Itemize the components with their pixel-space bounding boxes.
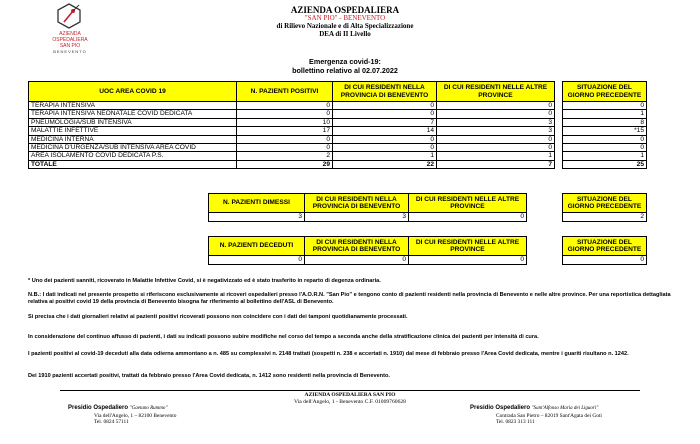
value-precedente: 0	[563, 256, 647, 265]
value-positivi: 29	[237, 160, 333, 168]
col-header-precedente: SITUAZIONE DEL GIORNO PRECEDENTE	[563, 194, 647, 213]
value-precedente: 1	[563, 110, 647, 118]
header-title: AZIENDA OSPEDALIERA	[290, 5, 400, 15]
value-precedente: 0	[563, 144, 647, 152]
area-name: MEDICINA D'URGENZA/SUB INTENSIVA AREA COVID	[29, 144, 237, 152]
col-header-area: UOC AREA COVID 19	[29, 82, 237, 102]
table-row	[29, 144, 647, 152]
table-header-row	[209, 237, 647, 256]
value-precedente: 2	[563, 213, 647, 222]
table-row	[29, 152, 647, 160]
value-altre: 3	[437, 118, 555, 126]
area-name: MEDICINA INTERNA	[29, 135, 237, 143]
table-row	[29, 127, 647, 135]
header-line3: di Rilievo Nazionale e di Alta Specializzazione	[276, 22, 414, 30]
col-header-positivi: N. PAZIENTI POSITIVI	[237, 82, 333, 102]
value-altre: 0	[437, 135, 555, 143]
col-header-altre: DI CUI RESIDENTI NELLE ALTRE PROVINCE	[409, 194, 527, 213]
note-asterisk: * Uno dei pazienti sanniti, ricoverato in Malattie Infettive Covid, si è negativizzato ed è stato trasferito in reparto di degenza ordinaria.	[28, 278, 381, 284]
deceduti-table	[208, 236, 647, 265]
header-subtitle: "SAN PIO" - BENEVENTO	[304, 14, 386, 22]
header-line4: DEA di II Livello	[319, 30, 371, 38]
logo-text: AZIENDA OSPEDALIERA SAN PIO BENEVENTO	[52, 31, 88, 54]
value-precedente: 1	[563, 152, 647, 160]
value-precedente: 8	[563, 118, 647, 126]
table-row	[29, 102, 647, 110]
value-altre: 0	[437, 110, 555, 118]
area-name: PNEUMOLOGIA/SUB INTENSIVA	[29, 118, 237, 126]
area-name: AREA ISOLAMENTO COVID DEDICATA P.S.	[29, 152, 237, 160]
value-benevento: 22	[333, 160, 437, 168]
value-benevento: 0	[333, 110, 437, 118]
value-benevento: 0	[333, 144, 437, 152]
value-altre: 0	[409, 256, 527, 265]
hospital-logo	[52, 2, 86, 30]
covid-area-table	[28, 81, 647, 169]
dimessi-table	[208, 193, 647, 222]
value-positivi: 0	[237, 135, 333, 143]
value-benevento: 0	[333, 135, 437, 143]
value-altre: 1	[437, 152, 555, 160]
col-header-benevento: DI CUI RESIDENTI NELLA PROVINCIA DI BENEVENTO	[305, 237, 409, 256]
note-deceduti: I pazienti positivi al covid-19 deceduti alla data odierna ammontano a n. 485 su complessivi n. 2148 trattati (sospetti n. 238 e accertati n. 1910) dal mese di febbraio presso l'Area Covid dedicata, mentre i guariti risultano n. 1242.	[28, 351, 629, 357]
value-positivi: 0	[237, 102, 333, 110]
area-name: TOTALE	[29, 160, 237, 168]
footer-org	[240, 392, 460, 406]
col-header-precedente: SITUAZIONE DEL GIORNO PRECEDENTE	[563, 82, 647, 102]
value-positivi: 2	[237, 152, 333, 160]
value-altre: 0	[409, 213, 527, 222]
col-header-benevento: DI CUI RESIDENTI NELLA PROVINCIA DI BENEVENTO	[333, 82, 437, 102]
col-header-deceduti: N. PAZIENTI DECEDUTI	[209, 237, 305, 256]
value-precedente: *15	[563, 127, 647, 135]
footer-org-address: Via dell'Angelo, 1 - Benevento C.F. 01009760628	[294, 399, 406, 405]
value-altre: 0	[437, 102, 555, 110]
footer-left-presidio: Presidio Ospedaliero "Gaetano Rummo" Via dell'Angelo, 1 – 82100 Benevento Tel. 0824 57111	[68, 405, 177, 426]
value-dimessi: 3	[209, 213, 305, 222]
table-header-row	[209, 194, 647, 213]
value-altre: 0	[437, 144, 555, 152]
area-name: TERAPIA INTENSIVA NEONATALE COVID DEDICATA	[29, 110, 237, 118]
value-benevento: 0	[333, 102, 437, 110]
value-benevento: 14	[333, 127, 437, 135]
value-benevento: 0	[305, 256, 409, 265]
note-tamponi: Si precisa che i dati giornalieri relativi ai pazienti positivi ricoverati possono non coincidere con i dati dei tamponi quotidianamente processati.	[28, 314, 408, 320]
col-header-altre: DI CUI RESIDENTI NELLE ALTRE PROVINCE	[409, 237, 527, 256]
value-precedente: 0	[563, 102, 647, 110]
note-nb: N.B.: I dati indicati nel presente prospetto si riferiscono esclusivamente ai ricoveri ospedalieri presso l'A.O.R.N. "San Pio" e tengono conto di pazienti residenti nella provincia di Benevento e nelle altre province. Per una reportistica dettagliata relativa ai positivi covid 19 della provincia di Benevento bisogna far riferimento al bollettino dell'ASL di Benevento.	[28, 292, 671, 305]
table-row	[29, 135, 647, 143]
value-positivi: 17	[237, 127, 333, 135]
value-positivi: 10	[237, 118, 333, 126]
table-row	[29, 118, 647, 126]
value-precedente: 0	[563, 135, 647, 143]
document-header	[225, 6, 465, 38]
value-positivi: 0	[237, 110, 333, 118]
value-benevento: 1	[333, 152, 437, 160]
footer-right-presidio: Presidio Ospedaliero "Sant'Alfonso Maria dei Liguori" Contrada San Pietro – 82019 Sant'Agata dei Goti Tel. 0823 313 111	[470, 405, 602, 426]
area-name: TERAPIA INTENSIVA	[29, 102, 237, 110]
col-header-benevento: DI CUI RESIDENTI NELLA PROVINCIA DI BENEVENTO	[305, 194, 409, 213]
total-row	[29, 160, 647, 168]
value-precedente: 25	[563, 160, 647, 168]
note-afflusso: In considerazione del continuo affusso di pazienti, i dati su indicati possono subire modifiche nel corso del tempo a seconda anche della stratificazione clinica dei pazienti per intensità di cura.	[28, 334, 539, 340]
note-accertati: Dei 1910 pazienti accertati positivi, trattati da febbraio presso l'Area Covid dedicata, n. 1412 sono residenti nella provincia di Benevento.	[28, 373, 390, 379]
report-title: Emergenza covid-19: bollettino relativo al 02.07.2022	[292, 57, 398, 75]
value-altre: 3	[437, 127, 555, 135]
table-row	[209, 256, 647, 265]
table-header-row	[29, 82, 647, 102]
col-header-precedente: SITUAZIONE DEL GIORNO PRECEDENTE	[563, 237, 647, 256]
area-name: MALATTIE INFETTIVE	[29, 127, 237, 135]
value-positivi: 0	[237, 144, 333, 152]
table-row	[29, 110, 647, 118]
footer-divider	[60, 390, 640, 391]
table-row	[209, 213, 647, 222]
value-benevento: 7	[333, 118, 437, 126]
value-deceduti: 0	[209, 256, 305, 265]
value-altre: 7	[437, 160, 555, 168]
col-header-altre: DI CUI RESIDENTI NELLE ALTRE PROVINCE	[437, 82, 555, 102]
footer-org-name: AZIENDA OSPEDALIERA SAN PIO	[304, 392, 396, 398]
value-benevento: 3	[305, 213, 409, 222]
col-header-dimessi: N. PAZIENTI DIMESSI	[209, 194, 305, 213]
